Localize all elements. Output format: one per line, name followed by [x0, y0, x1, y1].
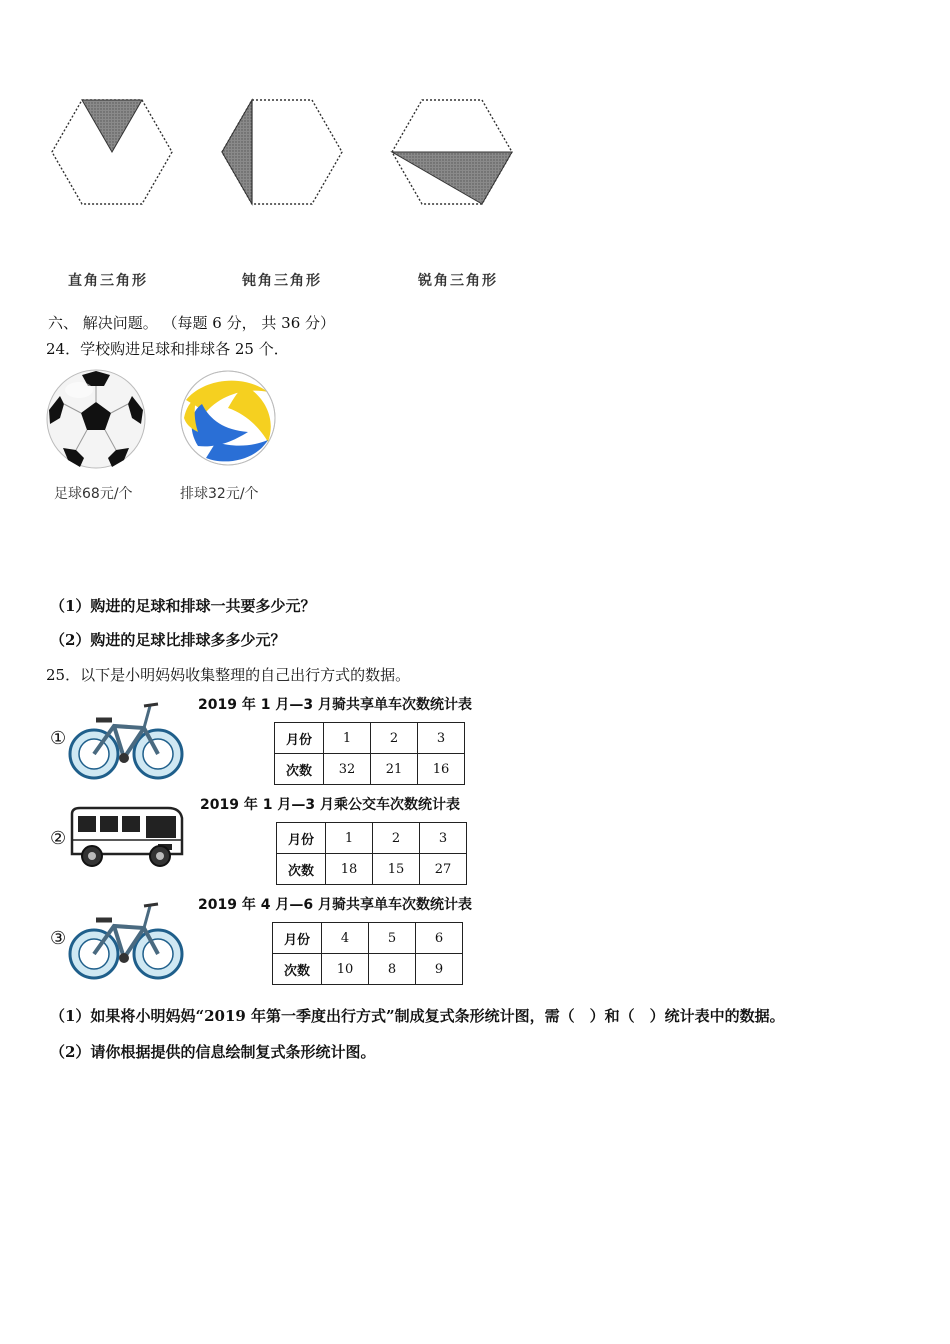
shape-label-obtuse: 钝角三角形: [242, 273, 322, 289]
table-1: [274, 722, 465, 785]
marker-1: ①: [50, 728, 67, 749]
hexagon-figures: [40, 90, 540, 215]
table-2-count: 15: [373, 854, 420, 885]
table-1-title: 2019 年 1 月—3 月骑共享单车次数统计表: [198, 697, 472, 713]
table-1-month: 1: [324, 723, 371, 754]
table-2-month-label: 月份: [277, 823, 326, 854]
table-1-month-label: 月份: [275, 723, 324, 754]
table-1-count: 32: [324, 754, 371, 785]
table-3-count: 8: [369, 954, 416, 985]
q25-sub1: （1）如果将小明妈妈“2019 年第一季度出行方式”制成复式条形统计图，需（ ）和（ ）统计表中的数据。: [50, 1007, 785, 1025]
bicycle-icon: [66, 898, 186, 982]
table-3-count-label: 次数: [273, 954, 322, 985]
table-2-count: 18: [326, 854, 373, 885]
football-price: 足球68元/个: [54, 486, 133, 502]
football-image: [44, 368, 150, 472]
bicycle-icon: [66, 698, 186, 782]
table-3-title: 2019 年 4 月—6 月骑共享单车次数统计表: [198, 897, 472, 913]
marker-3: ③: [50, 928, 67, 949]
table-2-month: 2: [373, 823, 420, 854]
table-2: [276, 822, 467, 885]
table-1-month: 3: [418, 723, 465, 754]
table-3-count: 9: [416, 954, 463, 985]
shape-label-right: 直角三角形: [68, 273, 148, 289]
hexagon-acute-triangle: [392, 100, 512, 204]
hexagon-right-triangle: [52, 100, 172, 204]
table-3-month-label: 月份: [273, 923, 322, 954]
table-2-count-label: 次数: [277, 854, 326, 885]
table-1-month: 2: [371, 723, 418, 754]
volleyball-price: 排球32元/个: [180, 486, 259, 502]
table-1-count: 16: [418, 754, 465, 785]
shape-label-acute: 锐角三角形: [418, 273, 498, 289]
bus-icon: [68, 804, 186, 870]
table-3: [272, 922, 463, 985]
table-1-count-label: 次数: [275, 754, 324, 785]
table-3-month: 4: [322, 923, 369, 954]
table-3-month: 6: [416, 923, 463, 954]
table-3-month: 5: [369, 923, 416, 954]
table-2-title: 2019 年 1 月—3 月乘公交车次数统计表: [200, 797, 460, 813]
q24-stem: 24．学校购进足球和排球各 25 个．: [46, 340, 289, 358]
table-2-count: 27: [420, 854, 467, 885]
q24-sub1: （1）购进的足球和排球一共要多少元？: [50, 597, 316, 615]
q25-stem: 25．以下是小明妈妈收集整理的自己出行方式的数据。: [46, 666, 411, 684]
table-3-count: 10: [322, 954, 369, 985]
table-2-month: 3: [420, 823, 467, 854]
hexagon-obtuse-triangle: [222, 100, 342, 204]
volleyball-image: [176, 368, 280, 472]
q24-sub2: （2）购进的足球比排球多多少元？: [50, 631, 286, 649]
section-title: 六、 解决问题。 （每题 6 分， 共 36 分）: [48, 314, 336, 332]
table-1-count: 21: [371, 754, 418, 785]
marker-2: ②: [50, 828, 67, 849]
table-2-month: 1: [326, 823, 373, 854]
q25-sub2: （2）请你根据提供的信息绘制复式条形统计图。: [50, 1043, 376, 1061]
